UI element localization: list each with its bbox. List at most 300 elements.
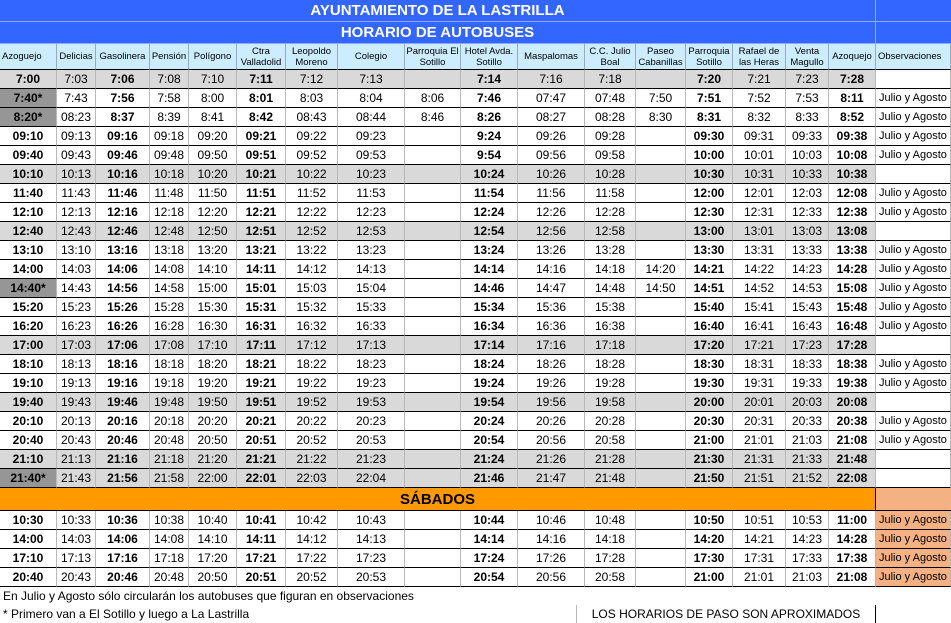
time-cell: 20:20 [189, 412, 237, 431]
time-cell: 14:03 [57, 260, 96, 279]
time-cell: 14:06 [96, 530, 150, 549]
time-cell [636, 530, 686, 549]
time-cell: 21:43 [57, 469, 96, 488]
observation-cell [876, 222, 951, 241]
time-cell: 13:28 [585, 241, 636, 260]
observation-cell [876, 469, 951, 488]
observation-cell: Julio y Agosto [876, 127, 951, 146]
time-cell: 8:20* [0, 108, 57, 127]
time-cell: 15:30 [189, 298, 237, 317]
time-cell [405, 260, 461, 279]
time-cell: 19:13 [57, 374, 96, 393]
time-cell [405, 355, 461, 374]
time-cell: 20:16 [96, 412, 150, 431]
time-cell: 08:23 [57, 108, 96, 127]
time-cell: 09:20 [189, 127, 237, 146]
time-cell: 21:03 [786, 431, 829, 450]
time-cell: 18:21 [237, 355, 286, 374]
time-cell: 08:44 [338, 108, 405, 127]
time-cell: 14:00 [0, 260, 57, 279]
column-header: Ctra Valladolid [237, 44, 286, 70]
time-cell: 17:38 [829, 549, 876, 568]
time-cell: 09:43 [57, 146, 96, 165]
time-cell: 19:46 [96, 393, 150, 412]
time-cell: 18:22 [286, 355, 338, 374]
time-cell: 17:03 [57, 336, 96, 355]
time-cell: 14:28 [829, 530, 876, 549]
time-cell: 20:51 [237, 568, 286, 587]
time-cell [405, 317, 461, 336]
time-cell: 11:46 [96, 184, 150, 203]
time-cell [636, 355, 686, 374]
time-cell: 12:53 [338, 222, 405, 241]
time-cell: 09:10 [0, 127, 57, 146]
time-cell: 12:01 [733, 184, 786, 203]
time-cell: 12:30 [686, 203, 733, 222]
column-header: Hotel Avda. Sotillo [461, 44, 518, 70]
time-cell: 16:43 [786, 317, 829, 336]
time-cell: 17:30 [686, 549, 733, 568]
time-cell: 15:40 [686, 298, 733, 317]
time-cell: 14:47 [518, 279, 585, 298]
time-cell: 09:50 [189, 146, 237, 165]
time-cell: 14:51 [686, 279, 733, 298]
time-cell: 20:50 [189, 568, 237, 587]
time-cell: 16:36 [518, 317, 585, 336]
time-cell: 10:23 [338, 165, 405, 184]
time-cell: 7:46 [461, 89, 518, 108]
time-cell: 14:50 [636, 279, 686, 298]
time-cell: 14:11 [237, 260, 286, 279]
time-cell: 10:24 [461, 165, 518, 184]
time-cell: 17:26 [518, 549, 585, 568]
time-cell: 20:28 [585, 412, 636, 431]
time-cell [636, 203, 686, 222]
time-cell: 09:23 [338, 127, 405, 146]
time-cell: 7:14 [461, 70, 518, 89]
time-cell: 7:20 [686, 70, 733, 89]
time-cell: 15:48 [829, 298, 876, 317]
time-cell [405, 146, 461, 165]
time-cell: 14:16 [518, 530, 585, 549]
time-cell: 8:00 [189, 89, 237, 108]
time-cell: 10:18 [150, 165, 189, 184]
time-cell: 10:42 [286, 511, 338, 530]
time-cell: 9:54 [461, 146, 518, 165]
time-cell: 8:04 [338, 89, 405, 108]
time-cell: 11:40 [0, 184, 57, 203]
column-header: Pensión [150, 44, 189, 70]
time-cell: 20:54 [461, 568, 518, 587]
time-cell: 21:08 [829, 431, 876, 450]
time-cell [405, 127, 461, 146]
time-cell: 14:08 [150, 260, 189, 279]
time-cell: 16:48 [829, 317, 876, 336]
time-cell: 11:48 [150, 184, 189, 203]
time-cell: 17:21 [237, 549, 286, 568]
time-cell [636, 431, 686, 450]
time-cell: 09:33 [786, 127, 829, 146]
time-cell: 10:53 [786, 511, 829, 530]
time-cell: 12:40 [0, 222, 57, 241]
time-cell: 20:23 [338, 412, 405, 431]
time-cell [636, 412, 686, 431]
time-cell: 10:36 [96, 511, 150, 530]
time-cell: 7:50 [636, 89, 686, 108]
time-cell: 19:58 [585, 393, 636, 412]
approximate-times-note: LOS HORARIOS DE PASO SON APROXIMADOS [576, 605, 876, 623]
time-cell: 11:58 [585, 184, 636, 203]
time-cell: 17:28 [829, 336, 876, 355]
time-cell: 13:08 [829, 222, 876, 241]
time-cell: 14:23 [786, 260, 829, 279]
time-cell: 21:23 [338, 450, 405, 469]
time-cell: 10:48 [585, 511, 636, 530]
time-cell: 8:32 [733, 108, 786, 127]
time-cell [405, 298, 461, 317]
time-cell: 21:47 [518, 469, 585, 488]
observation-cell [876, 393, 951, 412]
observation-cell: Julio y Agosto [876, 241, 951, 260]
time-cell: 21:48 [585, 469, 636, 488]
column-header: Delicias [57, 44, 96, 70]
time-cell: 21:30 [686, 450, 733, 469]
time-cell: 21:00 [686, 568, 733, 587]
time-cell: 10:21 [237, 165, 286, 184]
time-cell: 19:31 [733, 374, 786, 393]
observation-cell: Julio y Agosto [876, 431, 951, 450]
time-cell: 09:22 [286, 127, 338, 146]
time-cell: 11:52 [286, 184, 338, 203]
time-cell: 7:08 [150, 70, 189, 89]
time-cell: 19:18 [150, 374, 189, 393]
time-cell: 7:52 [733, 89, 786, 108]
time-cell [636, 511, 686, 530]
time-cell: 12:24 [461, 203, 518, 222]
time-cell: 19:22 [286, 374, 338, 393]
time-cell: 7:58 [150, 89, 189, 108]
subtitle-side-cell [876, 22, 951, 44]
time-cell: 15:03 [286, 279, 338, 298]
time-cell: 14:03 [57, 530, 96, 549]
time-cell [405, 450, 461, 469]
time-cell: 12:51 [237, 222, 286, 241]
time-cell: 8:31 [686, 108, 733, 127]
time-cell: 21:46 [461, 469, 518, 488]
time-cell: 15:28 [150, 298, 189, 317]
time-cell: 19:26 [518, 374, 585, 393]
time-cell: 15:01 [237, 279, 286, 298]
time-cell: 11:54 [461, 184, 518, 203]
time-cell: 19:23 [338, 374, 405, 393]
time-cell: 7:11 [237, 70, 286, 89]
time-cell: 18:26 [518, 355, 585, 374]
time-cell: 11:50 [189, 184, 237, 203]
time-cell: 17:10 [0, 549, 57, 568]
column-header: Leopoldo Moreno [286, 44, 338, 70]
time-cell: 13:30 [686, 241, 733, 260]
time-cell: 20:21 [237, 412, 286, 431]
time-cell: 14:10 [189, 260, 237, 279]
time-cell: 14:52 [733, 279, 786, 298]
time-cell: 21:22 [286, 450, 338, 469]
time-cell: 17:28 [585, 549, 636, 568]
time-cell: 09:16 [96, 127, 150, 146]
time-cell: 15:00 [189, 279, 237, 298]
time-cell: 7:28 [829, 70, 876, 89]
time-cell: 09:30 [686, 127, 733, 146]
time-cell: 19:51 [237, 393, 286, 412]
time-cell: 21:31 [733, 450, 786, 469]
time-cell: 20:51 [237, 431, 286, 450]
time-cell: 21:28 [585, 450, 636, 469]
time-cell: 21:03 [786, 568, 829, 587]
time-cell: 12:10 [0, 203, 57, 222]
time-cell: 09:28 [585, 127, 636, 146]
time-cell: 19:48 [150, 393, 189, 412]
column-header: Parroquia El Sotillo [405, 44, 461, 70]
time-cell: 15:26 [96, 298, 150, 317]
time-cell: 15:34 [461, 298, 518, 317]
time-cell: 20:50 [189, 431, 237, 450]
time-cell: 16:41 [733, 317, 786, 336]
time-cell: 14:06 [96, 260, 150, 279]
time-cell [405, 184, 461, 203]
time-cell: 20:43 [57, 568, 96, 587]
time-cell: 15:20 [0, 298, 57, 317]
footnote-summer: En Julio y Agosto sólo circularán los autobuses que figuran en observaciones [0, 587, 876, 605]
time-cell: 8:52 [829, 108, 876, 127]
time-cell: 7:10 [189, 70, 237, 89]
time-cell [405, 469, 461, 488]
time-cell: 7:40* [0, 89, 57, 108]
time-cell: 8:01 [237, 89, 286, 108]
title-side-cell [876, 0, 951, 22]
time-cell: 13:00 [686, 222, 733, 241]
time-cell [636, 549, 686, 568]
time-cell: 17:21 [733, 336, 786, 355]
time-cell [636, 317, 686, 336]
time-cell: 12:54 [461, 222, 518, 241]
time-cell: 17:08 [150, 336, 189, 355]
time-cell: 16:26 [96, 317, 150, 336]
time-cell: 10:33 [57, 511, 96, 530]
time-cell: 17:33 [786, 549, 829, 568]
time-cell: 20:58 [585, 431, 636, 450]
time-cell [405, 393, 461, 412]
time-cell [405, 70, 461, 89]
time-cell [405, 431, 461, 450]
time-cell: 7:51 [686, 89, 733, 108]
time-cell: 20:01 [733, 393, 786, 412]
time-cell: 12:08 [829, 184, 876, 203]
column-header: Gasolinera [96, 44, 150, 70]
time-cell [405, 530, 461, 549]
time-cell: 15:33 [338, 298, 405, 317]
time-cell: 16:31 [237, 317, 286, 336]
time-cell: 7:23 [786, 70, 829, 89]
time-cell: 10:08 [829, 146, 876, 165]
time-cell: 17:11 [237, 336, 286, 355]
time-cell [405, 241, 461, 260]
time-cell: 19:21 [237, 374, 286, 393]
time-cell: 21:26 [518, 450, 585, 469]
time-cell: 12:18 [150, 203, 189, 222]
time-cell: 10:13 [57, 165, 96, 184]
time-cell: 11:51 [237, 184, 286, 203]
time-cell: 7:56 [96, 89, 150, 108]
observation-cell: Julio y Agosto [876, 530, 951, 549]
time-cell: 14:08 [150, 530, 189, 549]
time-cell: 17:18 [585, 336, 636, 355]
time-cell: 12:52 [286, 222, 338, 241]
time-cell: 8:37 [96, 108, 150, 127]
observation-cell: Julio y Agosto [876, 412, 951, 431]
time-cell: 7:03 [57, 70, 96, 89]
time-cell [405, 279, 461, 298]
time-cell: 18:30 [686, 355, 733, 374]
time-cell: 20:52 [286, 568, 338, 587]
time-cell: 20:08 [829, 393, 876, 412]
time-cell: 16:34 [461, 317, 518, 336]
time-cell: 8:30 [636, 108, 686, 127]
time-cell: 19:50 [189, 393, 237, 412]
time-cell: 8:03 [286, 89, 338, 108]
time-cell: 13:26 [518, 241, 585, 260]
time-cell: 18:13 [57, 355, 96, 374]
time-cell: 09:31 [733, 127, 786, 146]
observation-cell [876, 450, 951, 469]
page-subtitle: HORARIO DE AUTOBUSES [0, 22, 876, 44]
time-cell: 16:33 [338, 317, 405, 336]
time-cell: 19:20 [189, 374, 237, 393]
time-cell: 12:43 [57, 222, 96, 241]
column-header: Polígono [189, 44, 237, 70]
time-cell: 8:06 [405, 89, 461, 108]
time-cell: 18:31 [733, 355, 786, 374]
time-cell: 21:20 [189, 450, 237, 469]
time-cell: 13:38 [829, 241, 876, 260]
saturday-title: SÁBADOS [0, 488, 876, 511]
time-cell [636, 393, 686, 412]
time-cell: 19:40 [0, 393, 57, 412]
time-cell: 13:21 [237, 241, 286, 260]
time-cell: 10:03 [786, 146, 829, 165]
time-cell: 12:33 [786, 203, 829, 222]
time-cell: 17:06 [96, 336, 150, 355]
time-cell [405, 568, 461, 587]
time-cell: 12:28 [585, 203, 636, 222]
time-cell: 14:13 [338, 530, 405, 549]
time-cell [405, 222, 461, 241]
time-cell: 15:36 [518, 298, 585, 317]
time-cell: 17:16 [96, 549, 150, 568]
time-cell: 14:53 [786, 279, 829, 298]
time-cell: 12:38 [829, 203, 876, 222]
time-cell: 08:27 [518, 108, 585, 127]
time-cell: 10:16 [96, 165, 150, 184]
time-cell: 09:58 [585, 146, 636, 165]
time-cell: 14:56 [96, 279, 150, 298]
observation-cell: Julio y Agosto [876, 511, 951, 530]
time-cell: 20:46 [96, 431, 150, 450]
time-cell [405, 412, 461, 431]
time-cell [636, 165, 686, 184]
time-cell: 13:31 [733, 241, 786, 260]
time-cell: 14:12 [286, 530, 338, 549]
time-cell: 10:01 [733, 146, 786, 165]
time-cell: 07:48 [585, 89, 636, 108]
time-cell: 20:24 [461, 412, 518, 431]
time-cell: 11:56 [518, 184, 585, 203]
time-cell: 08:43 [286, 108, 338, 127]
time-cell: 14:23 [786, 530, 829, 549]
time-cell: 12:31 [733, 203, 786, 222]
time-cell: 20:40 [0, 568, 57, 587]
column-header: Paseo Cabanillas [636, 44, 686, 70]
observation-cell: Julio y Agosto [876, 317, 951, 336]
observation-cell: Julio y Agosto [876, 184, 951, 203]
time-cell: 14:22 [733, 260, 786, 279]
time-cell: 09:56 [518, 146, 585, 165]
time-cell [636, 336, 686, 355]
column-header: Azoguejo [0, 44, 57, 70]
time-cell [405, 203, 461, 222]
saturday-side-cell [876, 488, 951, 511]
time-cell: 14:21 [733, 530, 786, 549]
time-cell: 17:12 [286, 336, 338, 355]
time-cell: 13:23 [338, 241, 405, 260]
time-cell: 7:06 [96, 70, 150, 89]
time-cell: 14:16 [518, 260, 585, 279]
time-cell: 20:22 [286, 412, 338, 431]
observation-cell [876, 70, 951, 89]
time-cell: 12:13 [57, 203, 96, 222]
time-cell [636, 374, 686, 393]
time-cell: 14:18 [585, 260, 636, 279]
observation-cell: Julio y Agosto [876, 108, 951, 127]
observation-cell: Julio y Agosto [876, 549, 951, 568]
time-cell: 17:20 [686, 336, 733, 355]
time-cell: 14:28 [829, 260, 876, 279]
time-cell: 13:22 [286, 241, 338, 260]
time-cell [636, 469, 686, 488]
time-cell: 15:43 [786, 298, 829, 317]
time-cell: 19:52 [286, 393, 338, 412]
time-cell: 21:33 [786, 450, 829, 469]
time-cell: 20:40 [0, 431, 57, 450]
time-cell: 21:18 [150, 450, 189, 469]
column-header: Colegio [338, 44, 405, 70]
observation-cell: Julio y Agosto [876, 355, 951, 374]
time-cell: 13:18 [150, 241, 189, 260]
column-header: Azoquejo [829, 44, 876, 70]
time-cell: 16:32 [286, 317, 338, 336]
time-cell: 21:52 [786, 469, 829, 488]
time-cell: 17:24 [461, 549, 518, 568]
time-cell: 12:03 [786, 184, 829, 203]
column-header: Maspalomas [518, 44, 585, 70]
time-cell: 20:13 [57, 412, 96, 431]
time-cell: 11:00 [829, 511, 876, 530]
time-cell: 20:38 [829, 412, 876, 431]
time-cell: 10:51 [733, 511, 786, 530]
time-cell: 21:00 [686, 431, 733, 450]
time-cell: 18:10 [0, 355, 57, 374]
time-cell: 17:23 [338, 549, 405, 568]
time-cell [636, 222, 686, 241]
time-cell: 8:42 [237, 108, 286, 127]
